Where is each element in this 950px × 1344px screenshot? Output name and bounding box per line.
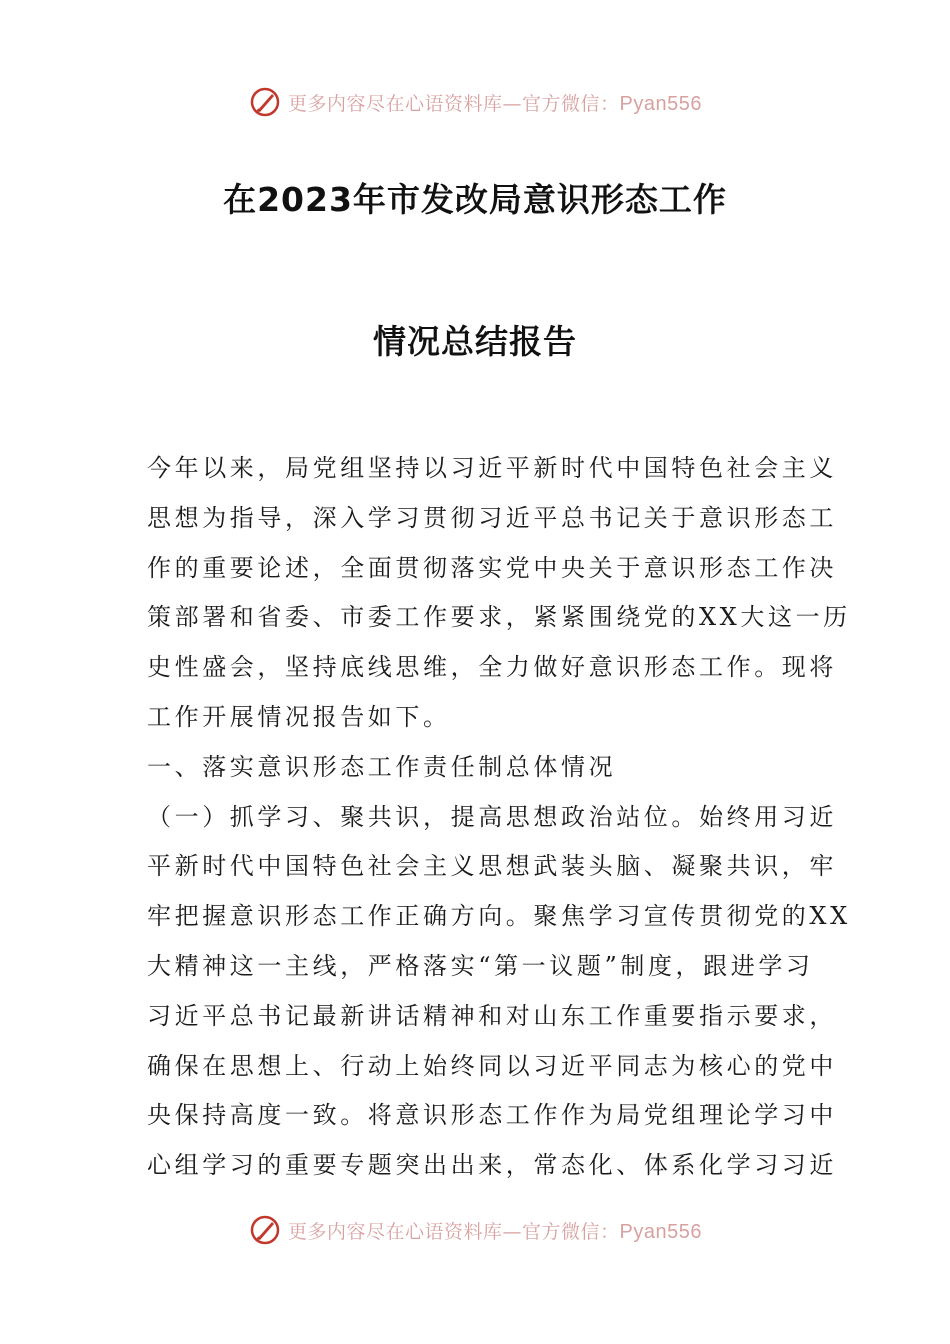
watermark-text: 更多内容尽在心语资料库—官方微信：Pyan556 bbox=[288, 1220, 702, 1243]
document-title-line-1: 在2023年市发改局意识形态工作 bbox=[223, 180, 727, 219]
section-heading: 一、落实意识形态工作责任制总体情况 bbox=[147, 752, 617, 781]
body-line: 平新时代中国特色社会主义思想武装头脑、凝聚共识，牢 bbox=[147, 852, 837, 881]
body-line: 大精神这一主线，严格落实“第一议题”制度，跟进学习 bbox=[147, 951, 814, 980]
quill-logo-icon bbox=[248, 85, 282, 119]
body-line: 央保持高度一致。将意识形态工作作为局党组理论学习中 bbox=[147, 1101, 837, 1130]
watermark-id: Pyan556 bbox=[619, 1220, 702, 1243]
body-line: 习近平总书记最新讲话精神和对山东工作重要指示要求， bbox=[147, 1001, 837, 1030]
quill-logo-icon bbox=[248, 1213, 282, 1247]
body-line: 今年以来，局党组坚持以习近平新时代中国特色社会主义 bbox=[147, 454, 837, 482]
document-body bbox=[147, 444, 851, 1191]
body-line: 确保在思想上、行动上始终同以习近平同志为核心的党中 bbox=[147, 1051, 837, 1080]
body-line: 作的重要论述，全面贯彻落实党中央关于意识形态工作决 bbox=[147, 553, 837, 582]
watermark-footer bbox=[0, 1210, 950, 1250]
watermark-header bbox=[0, 82, 950, 122]
body-line: 策部署和省委、市委工作要求，紧紧围绕党的XX大这一历 bbox=[147, 603, 851, 632]
document-title-line-2: 情况总结报告 bbox=[373, 322, 577, 361]
body-line: 史性盛会，坚持底线思维，全力做好意识形态工作。现将 bbox=[147, 653, 837, 682]
watermark-text: 更多内容尽在心语资料库—官方微信：Pyan556 bbox=[288, 92, 702, 115]
body-line: 工作开展情况报告如下。 bbox=[147, 702, 451, 731]
body-line: 思想为指导，深入学习贯彻习近平总书记关于意识形态工 bbox=[147, 503, 837, 532]
body-line: （一）抓学习、聚共识，提高思想政治站位。始终用习近 bbox=[147, 802, 837, 831]
watermark-id: Pyan556 bbox=[619, 92, 702, 115]
body-line: 牢把握意识形态工作正确方向。聚焦学习宣传贯彻党的XX bbox=[147, 902, 851, 931]
body-line: 心组学习的重要专题突出出来，常态化、体系化学习习近 bbox=[147, 1151, 837, 1180]
